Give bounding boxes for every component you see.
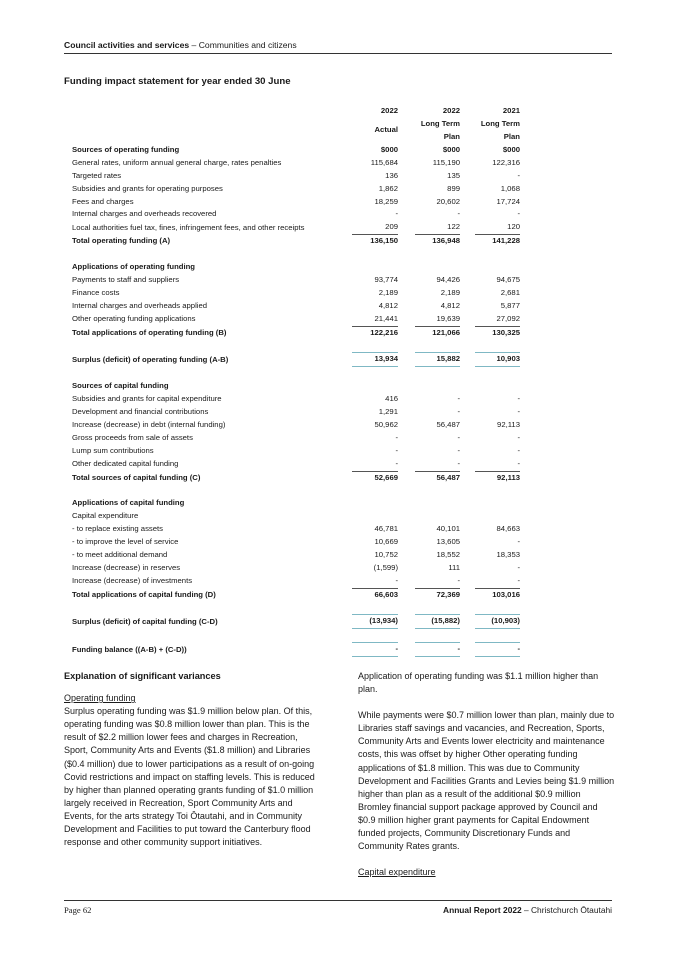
cell-ltp-2021: 92,113 bbox=[496, 472, 520, 482]
variance-paragraph: Surplus operating funding was $1.9 million below plan. Of this, operating funding was $0.8 million lower than plan. This is the result of $2.2 million lower fees and charges in Recreation, Sport, Community Arts and Events ($1.8 million) and Libraries ($0.4 million) due to lower participations as a result of on-going Covid restrictions and impact on staffing levels. This is reduced by higher than planned operating grants funding of $1.0 million largely received in Recreation, Sport Community Arts and Events, for the arts strategy Toi Ōtautahi, and in Community Development and Facilities to put toward the Canterbury flood response and other community support initiatives. bbox=[64, 706, 315, 848]
section-heading: Applications of capital funding bbox=[72, 498, 185, 508]
cell-ltp-2022: 56,487 bbox=[436, 472, 460, 482]
cell-ltp-2021: - bbox=[517, 432, 520, 442]
cell-actual: (1,599) bbox=[373, 562, 398, 572]
cell-ltp-2022: (15,882) bbox=[415, 615, 460, 629]
operating-funding-heading: Operating funding bbox=[64, 693, 136, 704]
footer-place: Christchurch Ōtautahi bbox=[531, 905, 612, 915]
header-subsection: Communities and citizens bbox=[198, 40, 297, 50]
cell-ltp-2022: 72,369 bbox=[436, 589, 460, 599]
cell-actual: - bbox=[395, 445, 398, 455]
cell-ltp-2021: - bbox=[475, 458, 520, 471]
cell-ltp-2021: 122,316 bbox=[492, 157, 520, 167]
table-row bbox=[72, 510, 535, 523]
page-number: Page 62 bbox=[64, 905, 92, 915]
section-heading: Sources of operating funding bbox=[72, 144, 180, 154]
unit-col-2: $000 bbox=[442, 144, 460, 154]
row-label: Payments to staff and suppliers bbox=[72, 274, 180, 284]
cell-actual: - bbox=[352, 575, 398, 588]
row-label: Subsidies and grants for operating purposes bbox=[72, 183, 223, 193]
variances-heading: Explanation of significant variances bbox=[64, 671, 221, 681]
cell-ltp-2022: 4,812 bbox=[440, 300, 460, 310]
table-row bbox=[72, 157, 535, 170]
table-row bbox=[72, 170, 535, 183]
row-label: Lump sum contributions bbox=[72, 445, 154, 455]
cell-actual: - bbox=[352, 458, 398, 471]
year-col-3: 2021 bbox=[502, 106, 520, 115]
cell-ltp-2021: 92,113 bbox=[497, 419, 520, 429]
header-section: Council activities and services bbox=[64, 40, 190, 50]
table-row bbox=[72, 274, 535, 287]
label-col-1: Actual bbox=[374, 125, 398, 135]
cell-actual: 2,189 bbox=[378, 287, 398, 297]
table-row bbox=[72, 419, 535, 432]
year-col-2: 2022 bbox=[442, 106, 460, 115]
cell-actual: 209 bbox=[352, 221, 398, 234]
row-label: Funding balance ((A-B) + (C-D)) bbox=[72, 644, 187, 654]
section-heading: Sources of capital funding bbox=[72, 381, 169, 391]
cell-ltp-2021: 17,724 bbox=[496, 196, 520, 206]
cell-ltp-2022: - bbox=[457, 406, 460, 416]
cell-ltp-2022: 15,882 bbox=[415, 353, 460, 367]
cell-ltp-2021: (10,903) bbox=[475, 615, 520, 629]
cell-ltp-2021: 103,016 bbox=[492, 589, 520, 599]
cell-ltp-2022: - bbox=[415, 575, 460, 588]
cell-ltp-2022: 40,101 bbox=[436, 524, 460, 534]
column-labels-row bbox=[72, 118, 535, 144]
cell-ltp-2022: 111 bbox=[448, 562, 460, 572]
cell-ltp-2021: 10,903 bbox=[475, 353, 520, 367]
table-row bbox=[72, 393, 535, 406]
cell-actual: 10,752 bbox=[374, 549, 398, 559]
table-row bbox=[72, 445, 535, 458]
variance-paragraph: Application of operating funding was $1.1 million higher than plan. bbox=[358, 671, 599, 695]
table-row bbox=[72, 313, 535, 326]
cell-ltp-2021: - bbox=[517, 406, 520, 416]
cell-ltp-2022: 136,948 bbox=[432, 236, 460, 246]
cell-ltp-2021: - bbox=[517, 445, 520, 455]
cell-ltp-2022: 94,426 bbox=[436, 274, 460, 284]
funding-balance-row bbox=[72, 643, 535, 657]
report-title bbox=[443, 905, 612, 915]
cell-actual: 1,291 bbox=[378, 406, 398, 416]
cell-ltp-2021: 2,681 bbox=[500, 287, 520, 297]
cell-actual: 93,774 bbox=[374, 274, 398, 284]
row-label: Development and financial contributions bbox=[72, 406, 209, 416]
total-row bbox=[72, 235, 535, 248]
row-label: Total applications of operating funding (B) bbox=[72, 327, 227, 337]
cell-actual: 66,603 bbox=[374, 589, 398, 599]
unit-col-3: $000 bbox=[502, 144, 520, 154]
row-label: Total sources of capital funding (C) bbox=[72, 472, 201, 482]
row-label: Capital expenditure bbox=[72, 511, 139, 521]
cell-ltp-2022: - bbox=[457, 432, 460, 442]
table-row bbox=[72, 406, 535, 419]
header-separator: – bbox=[189, 40, 199, 50]
row-label: Surplus (deficit) of operating funding (A-B) bbox=[72, 354, 229, 364]
row-label: Local authorities fuel tax, fines, infringement fees, and other receipts bbox=[72, 222, 305, 232]
cell-actual: 416 bbox=[385, 394, 398, 404]
row-label: Fees and charges bbox=[72, 196, 134, 206]
cell-ltp-2022: 56,487 bbox=[436, 419, 460, 429]
cell-ltp-2021: - bbox=[517, 209, 520, 219]
section-heading-row bbox=[72, 261, 535, 274]
table-row bbox=[72, 549, 535, 562]
cell-actual: - bbox=[395, 209, 398, 219]
row-label: Other operating funding applications bbox=[72, 314, 196, 324]
cell-ltp-2021: 18,353 bbox=[496, 549, 520, 559]
unit-col-1: $000 bbox=[380, 144, 398, 154]
cell-actual: 4,812 bbox=[378, 300, 398, 310]
cell-actual: 136,150 bbox=[370, 236, 398, 246]
table-row bbox=[72, 432, 535, 445]
variances-left-column bbox=[64, 670, 322, 862]
row-label: Surplus (deficit) of capital funding (C-D) bbox=[72, 616, 218, 626]
cell-actual: 122,216 bbox=[370, 327, 398, 337]
cell-ltp-2021: - bbox=[517, 170, 520, 180]
row-label: Gross proceeds from sale of assets bbox=[72, 432, 193, 442]
report-name: Annual Report 2022 bbox=[443, 905, 522, 915]
cell-actual: 50,962 bbox=[374, 419, 398, 429]
row-label: Total applications of capital funding (D) bbox=[72, 589, 216, 599]
row-label: General rates, uniform annual general charge, rates penalties bbox=[72, 157, 282, 167]
cell-ltp-2022: 2,189 bbox=[440, 287, 460, 297]
cell-ltp-2022: 19,639 bbox=[415, 313, 460, 326]
running-header bbox=[64, 40, 612, 54]
section-heading: Applications of operating funding bbox=[72, 262, 195, 272]
label-col-3: Long Term Plan bbox=[480, 119, 520, 141]
footer-separator: – bbox=[521, 905, 531, 915]
row-label: Internal charges and overheads recovered bbox=[72, 209, 217, 219]
cell-ltp-2022: 135 bbox=[447, 170, 460, 180]
cell-ltp-2021: 141,228 bbox=[492, 236, 520, 246]
cell-ltp-2022: - bbox=[415, 458, 460, 471]
total-row bbox=[72, 588, 535, 601]
cell-ltp-2022: - bbox=[457, 209, 460, 219]
cell-ltp-2022: 899 bbox=[447, 183, 460, 193]
variances-right-column bbox=[358, 670, 616, 879]
table-row bbox=[72, 458, 535, 471]
row-label: Finance costs bbox=[72, 287, 120, 297]
table-row bbox=[72, 523, 535, 536]
cell-actual: 52,669 bbox=[374, 472, 398, 482]
statement-title: Funding impact statement for year ended 30 June bbox=[64, 76, 291, 87]
row-label: Other dedicated capital funding bbox=[72, 459, 179, 469]
cell-ltp-2021: 1,068 bbox=[500, 183, 520, 193]
cell-actual: 115,684 bbox=[370, 157, 398, 167]
total-row bbox=[72, 471, 535, 484]
surplus-row bbox=[72, 615, 535, 629]
table-row bbox=[72, 196, 535, 209]
cell-ltp-2022: 121,066 bbox=[432, 327, 460, 337]
cell-ltp-2021: 120 bbox=[475, 221, 520, 234]
cell-actual: 136 bbox=[385, 170, 398, 180]
cell-ltp-2022: 115,190 bbox=[432, 157, 460, 167]
total-row bbox=[72, 326, 535, 339]
page-footer bbox=[64, 900, 612, 915]
cell-ltp-2021: - bbox=[517, 537, 520, 547]
cell-ltp-2021: 84,663 bbox=[496, 524, 520, 534]
cell-actual: - bbox=[395, 432, 398, 442]
cell-actual: 18,259 bbox=[374, 196, 398, 206]
cell-actual: 1,862 bbox=[378, 183, 398, 193]
cell-ltp-2022: - bbox=[457, 445, 460, 455]
label-col-2: Long Term Plan bbox=[420, 119, 460, 141]
table-row bbox=[72, 208, 535, 221]
section-heading-row bbox=[72, 380, 535, 393]
row-label: Total operating funding (A) bbox=[72, 236, 171, 246]
row-label: Increase (decrease) in reserves bbox=[72, 562, 181, 572]
variance-paragraph: While payments were $0.7 million lower than plan, mainly due to Libraries staff savings and vacancies, and Recreation, Sports, Community Arts and Events lower electricity and maintenance costs, this was offset by higher Other operating funding applications of $1.8 million. This was due to Community Development and Facilities Grants and Levies being $1.9 million higher than plan as a result of the additional $0.9 million Bromley financial support package approved by Council and $0.9 million higher grant payments for Capital Endowment funded projects, Community Discretionary Funds and Community Rates grants. bbox=[358, 710, 615, 852]
cell-ltp-2022: - bbox=[457, 394, 460, 404]
table-row bbox=[72, 536, 535, 549]
cell-ltp-2022: 13,605 bbox=[436, 537, 460, 547]
cell-actual: - bbox=[352, 643, 398, 657]
cell-ltp-2021: - bbox=[475, 643, 520, 657]
cell-ltp-2021: - bbox=[517, 394, 520, 404]
row-label: Internal charges and overheads applied bbox=[72, 300, 208, 310]
row-label: - to replace existing assets bbox=[72, 524, 164, 534]
cell-ltp-2022: 122 bbox=[415, 221, 460, 234]
funding-impact-table bbox=[72, 105, 535, 657]
surplus-row bbox=[72, 353, 535, 367]
table-row bbox=[72, 221, 535, 234]
table-row bbox=[72, 183, 535, 196]
cell-ltp-2021: 94,675 bbox=[496, 274, 520, 284]
cell-actual: (13,934) bbox=[352, 615, 398, 629]
cell-ltp-2021: - bbox=[475, 575, 520, 588]
capital-expenditure-heading: Capital expenditure bbox=[358, 867, 436, 878]
row-label: Increase (decrease) of investments bbox=[72, 576, 193, 586]
column-years-row bbox=[72, 105, 535, 118]
row-label: - to improve the level of service bbox=[72, 537, 179, 547]
row-label: Subsidies and grants for capital expenditure bbox=[72, 394, 222, 404]
cell-ltp-2021: 5,877 bbox=[500, 300, 520, 310]
cell-ltp-2022: 20,602 bbox=[436, 196, 460, 206]
cell-ltp-2021: 130,325 bbox=[492, 327, 520, 337]
year-col-1: 2022 bbox=[380, 106, 398, 115]
table-row bbox=[72, 300, 535, 313]
cell-actual: 21,441 bbox=[352, 313, 398, 326]
table-row bbox=[72, 562, 535, 575]
table-row bbox=[72, 575, 535, 588]
section-heading-row bbox=[72, 497, 535, 510]
row-label: Increase (decrease) in debt (internal funding) bbox=[72, 419, 226, 429]
cell-ltp-2022: - bbox=[415, 643, 460, 657]
cell-actual: 13,934 bbox=[352, 353, 398, 367]
row-label: Targeted rates bbox=[72, 170, 122, 180]
cell-actual: 46,781 bbox=[374, 524, 398, 534]
cell-ltp-2021: 27,092 bbox=[475, 313, 520, 326]
units-row bbox=[72, 144, 535, 157]
cell-ltp-2021: - bbox=[517, 562, 520, 572]
cell-actual: 10,669 bbox=[374, 537, 398, 547]
table-row bbox=[72, 287, 535, 300]
cell-ltp-2022: 18,552 bbox=[436, 549, 460, 559]
row-label: - to meet additional demand bbox=[72, 549, 168, 559]
